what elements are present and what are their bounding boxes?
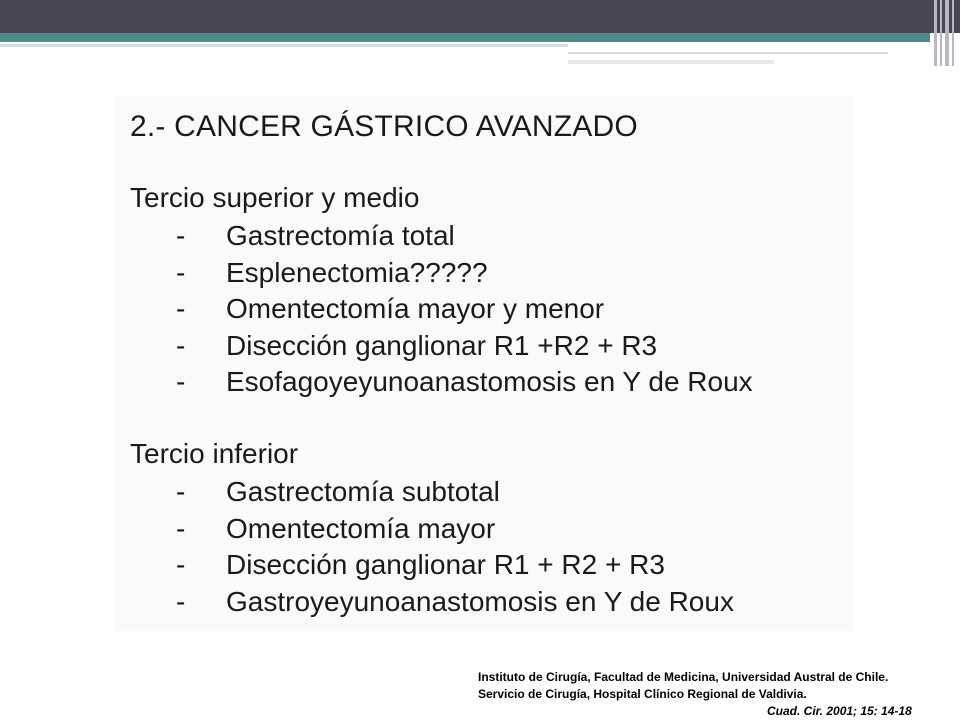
list-item: - Gastroyeyunoanastomosis en Y de Roux: [176, 586, 734, 617]
bullet-dash: -: [176, 257, 186, 288]
citation-institution: Instituto de Cirugía, Facultad de Medicina, Universidad Austral de Chile.: [478, 670, 889, 684]
list-item: - Gastrectomía subtotal: [176, 476, 500, 507]
bullet-dash: -: [176, 330, 186, 361]
bullet-dash: -: [176, 549, 186, 580]
bullet-dash: -: [176, 513, 186, 544]
list-item: - Esofagoyeyunoanastomosis en Y de Roux: [176, 366, 753, 397]
bullet-dash: -: [176, 220, 186, 251]
citation-service: Servicio de Cirugía, Hospital Clínico Regional de Valdivia.: [478, 687, 807, 701]
slide-header-bar: [0, 0, 960, 33]
bullet-dash: -: [176, 586, 186, 617]
list-item: - Gastrectomía total: [176, 220, 455, 251]
list-item: - Disección ganglionar R1 +R2 + R3: [176, 330, 658, 361]
list-item: - Esplenectomia?????: [176, 257, 488, 288]
section-title-lower: Tercio inferior: [130, 438, 299, 469]
section-title-upper: Tercio superior y medio: [130, 182, 420, 213]
bullet-dash: -: [176, 293, 186, 324]
slide-heading: 2.- CANCER GÁSTRICO AVANZADO: [130, 110, 638, 143]
decorative-vertical-bars: [930, 0, 960, 66]
decorative-line: [568, 52, 888, 54]
list-item: - Omentectomía mayor: [176, 513, 496, 544]
decorative-line: [568, 60, 774, 64]
bullet-dash: -: [176, 366, 186, 397]
slide-content-image: [114, 96, 854, 631]
citation-block: [478, 669, 912, 718]
slide-accent-line: [0, 44, 568, 47]
slide-accent-stripe: [0, 33, 930, 42]
list-item: - Disección ganglionar R1 + R2 + R3: [176, 549, 665, 580]
list-item: - Omentectomía mayor y menor: [176, 293, 605, 324]
citation-reference: Cuad. Cir. 2001; 15: 14-18: [767, 704, 912, 718]
bullet-dash: -: [176, 476, 186, 507]
